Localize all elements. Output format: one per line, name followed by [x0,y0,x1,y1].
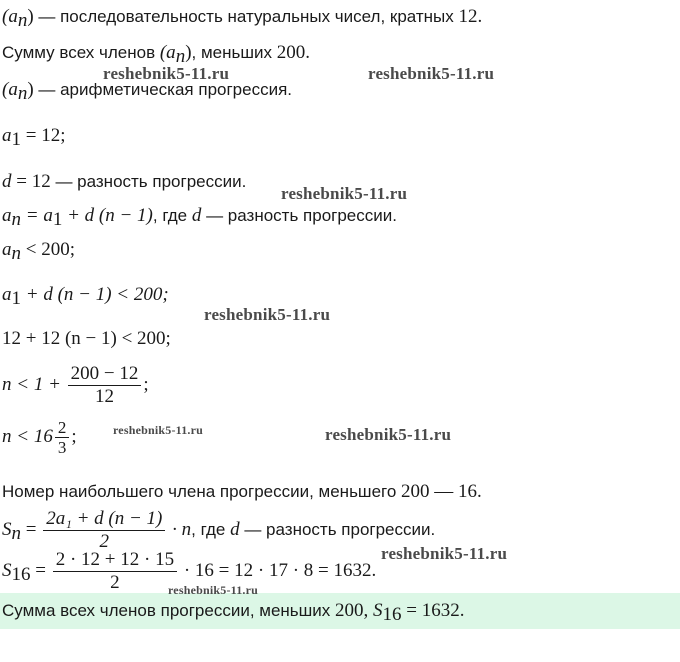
term-symbol: a [2,205,12,226]
line-text-2: , меньших [191,43,277,62]
watermark: reshebnik5-11.ru [204,305,331,324]
line-number: 200 — 16. [401,481,482,502]
line-text: Сумма всех членов прогрессии, меньших [2,601,336,620]
seq-symbol: (a [2,6,18,27]
sum-symbol: S [2,518,12,540]
line-text: , где [191,519,231,539]
term-subscript: n [11,209,21,230]
watermark: reshebnik5-11.ru [325,425,452,444]
line-text: Сумму всех членов [2,43,160,62]
line-text: , где [152,206,192,225]
watermark: reshebnik5-11.ru [168,583,258,597]
line-number: 200. [276,42,310,63]
equals: = [30,559,51,581]
fraction [55,418,70,457]
watermark: reshebnik5-11.ru [368,64,495,83]
seq-subscript: n [17,83,28,104]
line-text: — арифметическая прогрессия. [33,80,293,99]
expression: 12 + 12 (n − 1) < 200; [2,328,171,349]
fraction [53,549,177,594]
line-difference [2,171,246,193]
fraction-numerator: 200 − 12 [68,363,142,386]
sum-subscript: 16 [382,604,402,625]
line-largest-term-number [2,481,482,503]
line-inequality-solved [2,363,149,408]
seq-subscript: n [175,46,186,67]
difference-symbol: d [191,205,202,226]
sum-subscript: 16 [11,563,31,585]
watermark: reshebnik5-11.ru [281,184,408,203]
watermark: reshebnik5-11.ru [381,544,508,563]
watermark: reshebnik5-11.ru [113,423,203,437]
sum-symbol: S [2,559,12,581]
line-text-2: — разность прогрессии. [201,206,397,225]
line-text-2: — разность прогрессии. [239,519,436,539]
expression: = a [21,205,53,226]
term-subscript: 1 [52,209,63,230]
expression: · 16 = 12 · 17 · 8 = 1632. [179,559,377,581]
difference-symbol: d [230,518,240,540]
expression: = 12; [21,125,66,146]
term-subscript: n [11,243,21,264]
expression: · n [167,518,192,540]
term-symbol: a [2,284,12,305]
expression: + d (n − 1) < 200; [21,284,169,305]
term-subscript: 1 [11,129,21,150]
line-inequality-expanded [2,284,169,310]
semicolon: ; [71,425,77,447]
line-text: — последовательность натуральных чисел, кратных [33,7,459,26]
line-sum-formula [2,508,435,553]
fraction [43,508,165,553]
line-n-bound [2,418,77,457]
seq-close: ) [185,42,192,63]
fraction-denominator: 3 [57,438,67,457]
line-sequence-definition [2,6,482,32]
line-inequality [2,239,75,265]
expression: = 1632. [401,600,465,621]
fraction-numerator: 2a₁ + d (n − 1) [43,508,165,531]
fraction [68,363,142,408]
line-inequality-substituted [2,328,171,350]
sum-symbol: S [373,600,383,621]
expression: + d (n − 1) [62,205,153,226]
term-symbol: a [2,125,12,146]
fraction-numerator: 2 · 12 + 12 · 15 [53,549,177,572]
fraction-denominator: 12 [95,386,115,407]
line-answer [2,600,465,626]
comma: , [363,600,374,621]
line-number: 12. [458,6,483,27]
seq-subscript: n [17,10,28,31]
difference-symbol: d [2,171,12,192]
line-text: Номер наибольшего члена прогрессии, меньшего [2,482,402,501]
equals: = [21,518,42,540]
semicolon: ; [143,373,149,395]
expression: n < 16 [2,425,53,447]
line-first-term [2,125,66,151]
seq-close: ) [27,79,34,100]
sum-subscript: n [11,522,21,544]
seq-symbol: (a [2,79,18,100]
line-number: 200 [335,600,364,621]
fraction-denominator: 2 [99,531,110,552]
expression: n < 1 + [2,373,66,395]
line-text: — разность прогрессии. [50,172,247,191]
fraction-denominator: 2 [110,572,120,593]
seq-symbol: (a [159,42,176,63]
term-symbol: a [2,239,12,260]
fraction-numerator: 2 [55,418,70,438]
expression: = 12 [11,171,51,192]
expression: < 200; [21,239,75,260]
seq-close: ) [27,6,34,27]
watermark: reshebnik5-11.ru [103,64,230,83]
term-subscript: 1 [11,288,21,309]
line-nth-term-formula [2,205,397,231]
